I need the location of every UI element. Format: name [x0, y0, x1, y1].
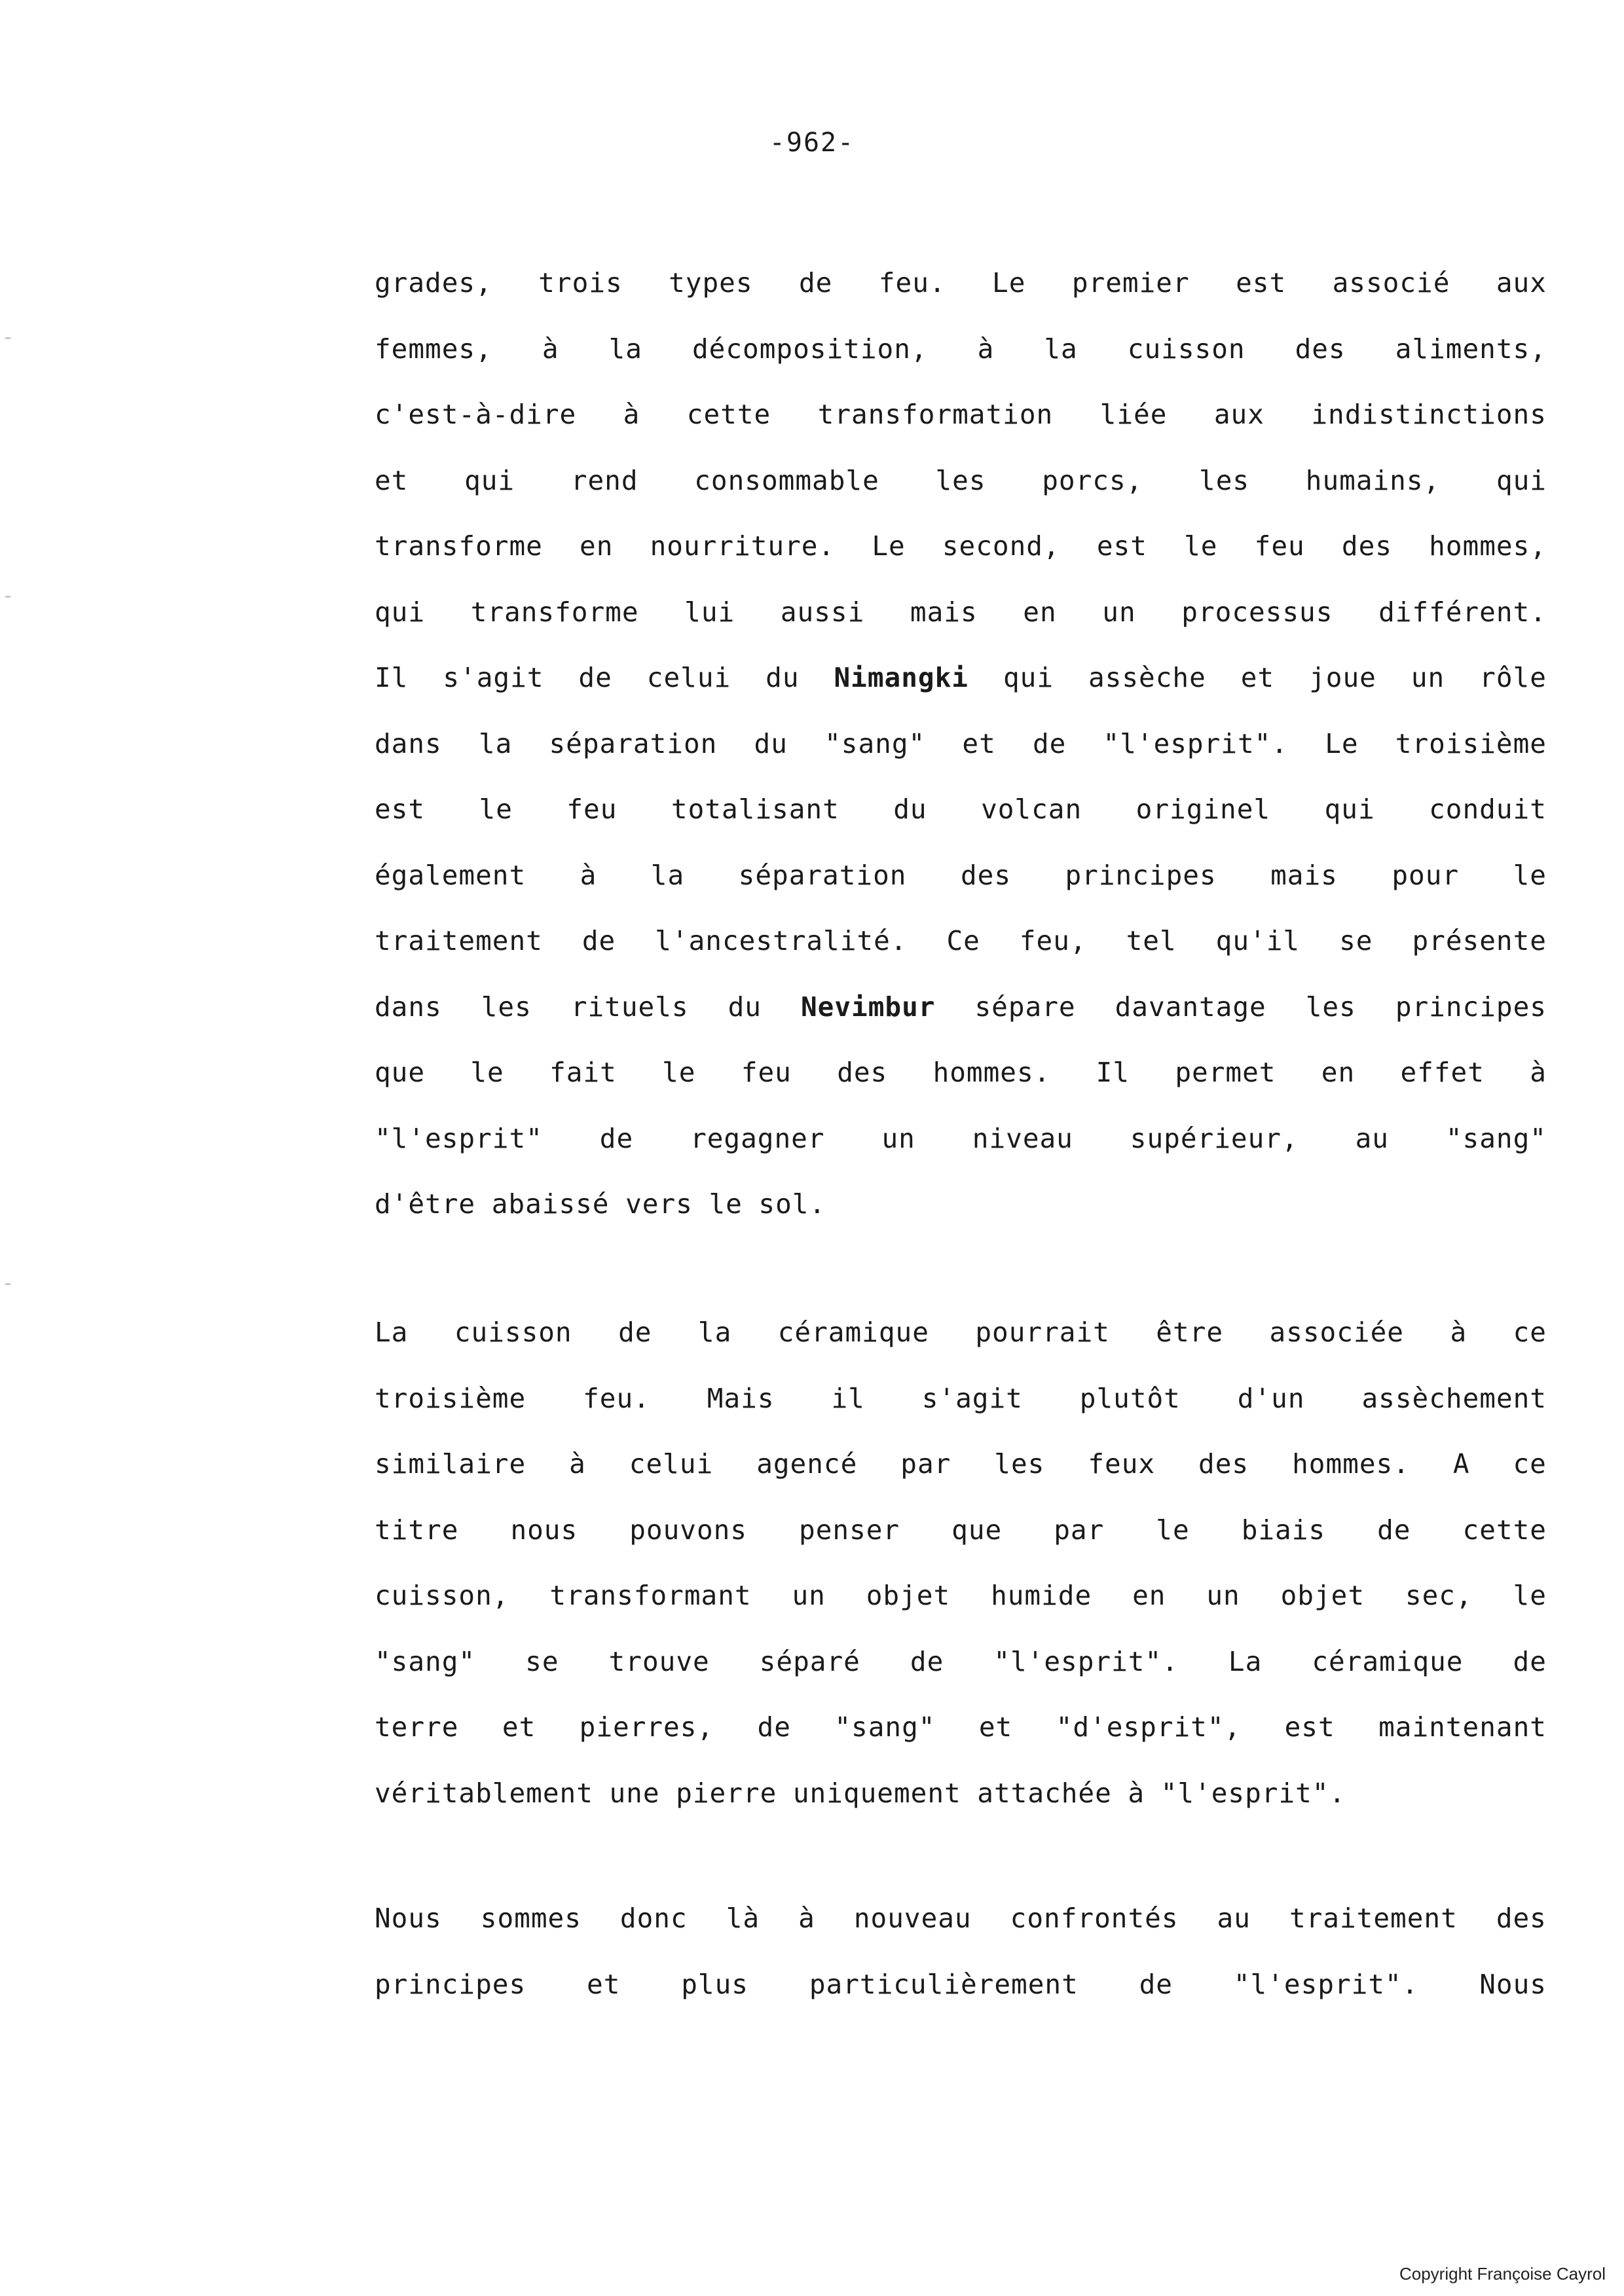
text-line — [375, 1106, 1547, 1172]
text-line — [375, 1952, 1547, 2018]
word: attachée — [977, 1777, 1112, 1809]
word: aliments, — [1395, 333, 1547, 365]
word: rituels — [570, 991, 689, 1023]
word: conduit — [1429, 793, 1547, 825]
word: Ce — [946, 925, 980, 957]
word: "d'esprit", — [1056, 1711, 1242, 1743]
word: biais — [1241, 1514, 1326, 1546]
word: pouvons — [629, 1514, 747, 1546]
word: à — [580, 859, 597, 891]
word: est — [375, 793, 426, 825]
word: le — [1513, 859, 1547, 891]
word: vers — [625, 1188, 693, 1220]
word: feu. — [878, 267, 946, 299]
word: traitement — [375, 925, 543, 957]
word: la — [478, 727, 513, 759]
word: similaire — [375, 1448, 526, 1480]
word: le — [1184, 530, 1218, 562]
word: à — [798, 1903, 815, 1934]
word: les — [1305, 991, 1356, 1023]
word: femmes, — [375, 333, 492, 365]
text-line — [375, 1886, 1547, 1952]
word: Nous — [1479, 1968, 1547, 2000]
word: et — [1240, 662, 1275, 693]
word: assèche — [1088, 662, 1206, 693]
text-line — [375, 448, 1547, 514]
word: d'un — [1237, 1382, 1305, 1414]
word: la — [608, 333, 642, 365]
word: dans — [375, 991, 442, 1023]
word: le — [470, 1057, 504, 1088]
text-line — [375, 1629, 1547, 1695]
word: traitement — [1289, 1903, 1458, 1934]
word: principes — [1395, 991, 1547, 1023]
copyright-notice: Copyright Françoise Cayrol — [1399, 2264, 1606, 2284]
word: à — [1530, 1057, 1547, 1088]
word: objet — [1280, 1580, 1365, 1611]
word: La — [375, 1317, 409, 1348]
word: qu'il — [1215, 925, 1301, 957]
word: trouve — [608, 1645, 710, 1677]
word: uniquement — [792, 1777, 961, 1809]
text-line — [375, 974, 1547, 1040]
word: il — [831, 1382, 865, 1414]
word: regagner — [690, 1122, 825, 1154]
word: le — [1513, 1580, 1547, 1611]
word: pourrait — [975, 1317, 1110, 1348]
word: du — [893, 793, 927, 825]
word: est — [1236, 267, 1287, 299]
text-line — [375, 1694, 1547, 1760]
word: mais — [1270, 859, 1338, 891]
word: à — [1450, 1317, 1467, 1348]
word: objet — [866, 1580, 951, 1611]
word: tel — [1126, 925, 1177, 957]
word: davantage — [1115, 991, 1266, 1023]
word: "l'esprit". — [1103, 727, 1289, 759]
word: et — [962, 727, 996, 759]
word: feu — [741, 1057, 792, 1088]
word: un — [1102, 596, 1136, 628]
word: les — [994, 1448, 1045, 1480]
word: céramique — [777, 1317, 929, 1348]
word: du — [728, 991, 762, 1023]
word: sépare — [974, 991, 1076, 1023]
word: séparation — [549, 727, 718, 759]
word: fait — [549, 1057, 617, 1088]
word: que — [375, 1057, 426, 1088]
text-line — [375, 1040, 1547, 1106]
word: transformation — [817, 399, 1054, 430]
word: le — [709, 1188, 743, 1220]
text-line — [375, 1497, 1547, 1563]
word: aux — [1496, 267, 1547, 299]
word: donc — [619, 1903, 688, 1934]
word: des — [960, 859, 1012, 891]
text-line — [375, 645, 1547, 711]
word: ce — [1513, 1317, 1547, 1348]
word: rôle — [1479, 662, 1547, 693]
word: des — [1295, 333, 1346, 365]
word: le — [662, 1057, 696, 1088]
word: des — [837, 1057, 888, 1088]
text-line — [375, 1563, 1547, 1629]
word: se — [525, 1645, 559, 1677]
word: Le — [1325, 727, 1359, 759]
word: du — [766, 662, 800, 693]
word: particulièrement — [809, 1968, 1079, 2000]
word: de — [618, 1317, 652, 1348]
word: d'être — [375, 1188, 476, 1220]
word: "sang" — [1445, 1122, 1547, 1154]
word: la — [1044, 333, 1078, 365]
text-line — [375, 382, 1547, 448]
word: A — [1452, 1448, 1470, 1480]
word: celui — [646, 662, 731, 693]
word: Nous — [375, 1903, 442, 1934]
word: aussi — [780, 596, 865, 628]
word: du — [754, 727, 788, 759]
word: nourriture. — [650, 530, 836, 562]
word: de — [599, 1122, 634, 1154]
word: un — [881, 1122, 915, 1154]
word: en — [580, 530, 614, 562]
text-line — [375, 579, 1547, 646]
word: cuisson, — [375, 1580, 509, 1611]
word: présente — [1412, 925, 1547, 957]
word: cuisson — [454, 1317, 572, 1348]
scan-edge-mark — [5, 596, 10, 598]
word: maintenant — [1378, 1711, 1547, 1743]
word: pour — [1392, 859, 1460, 891]
word: titre — [375, 1514, 459, 1546]
page-number: -962- — [769, 128, 855, 158]
word: à — [1128, 1777, 1145, 1809]
word: de — [910, 1645, 944, 1677]
word: feu, — [1019, 925, 1087, 957]
word: céramique — [1312, 1645, 1464, 1677]
word: nous — [510, 1514, 578, 1546]
word: différent. — [1378, 596, 1547, 628]
scan-edge-mark — [5, 337, 10, 339]
word: décomposition, — [692, 333, 928, 365]
word: rend — [570, 464, 638, 496]
word: des — [1198, 1448, 1249, 1480]
word: de — [799, 267, 833, 299]
text-line — [375, 711, 1547, 777]
word: cette — [1462, 1514, 1547, 1546]
word: également — [375, 859, 526, 891]
word: de — [1513, 1645, 1547, 1677]
word: confrontés — [1010, 1903, 1179, 1934]
word: Il — [375, 662, 409, 693]
word: La — [1228, 1645, 1263, 1677]
word: mais — [910, 596, 978, 628]
word: de — [578, 662, 612, 693]
word: pierre — [676, 1777, 777, 1809]
word: humains, — [1305, 464, 1441, 496]
word: types — [669, 267, 753, 299]
word: consommable — [694, 464, 879, 496]
word: un — [1411, 662, 1445, 693]
word: Le — [992, 267, 1026, 299]
word: associé — [1332, 267, 1450, 299]
text-line — [375, 316, 1547, 382]
text-line — [375, 1300, 1547, 1366]
word: principes — [1065, 859, 1217, 891]
word: Nevimbur — [800, 991, 936, 1023]
word: joue — [1309, 662, 1376, 693]
word: un — [792, 1580, 826, 1611]
text-line — [375, 908, 1547, 974]
text-line — [375, 1431, 1547, 1497]
word: "sang" — [375, 1645, 476, 1677]
word: des — [1496, 1903, 1547, 1934]
word: et — [375, 464, 409, 496]
word: le — [1156, 1514, 1190, 1546]
word: l'ancestralité. — [655, 925, 908, 957]
word: véritablement — [375, 1777, 593, 1809]
word: hommes. — [1292, 1448, 1410, 1480]
text-line — [375, 1760, 1547, 1827]
word: second, — [942, 530, 1060, 562]
word: sec, — [1405, 1580, 1473, 1611]
word: volcan — [981, 793, 1082, 825]
word: plus — [681, 1968, 748, 2000]
word: la — [697, 1317, 732, 1348]
word: qui — [464, 464, 515, 496]
paragraph-3 — [375, 1886, 1547, 2017]
word: processus — [1181, 596, 1333, 628]
word: qui — [1496, 464, 1547, 496]
word: que — [951, 1514, 1003, 1546]
word: totalisant — [671, 793, 840, 825]
word: et — [502, 1711, 536, 1743]
word: troisième — [375, 1382, 526, 1414]
word: une — [609, 1777, 660, 1809]
word: porcs, — [1042, 464, 1143, 496]
text-line — [375, 776, 1547, 843]
word: s'agit — [921, 1382, 1023, 1414]
word: cette — [686, 399, 771, 430]
word: de — [1377, 1514, 1411, 1546]
word: feu. — [583, 1382, 650, 1414]
word: séparé — [759, 1645, 860, 1677]
word: principes — [375, 1968, 526, 2000]
word: indistinctions — [1311, 399, 1547, 430]
word: "sang" — [824, 727, 926, 759]
word: "l'esprit". — [993, 1645, 1179, 1677]
word: hommes, — [1429, 530, 1547, 562]
word: terre — [375, 1711, 459, 1743]
word: en — [1132, 1580, 1166, 1611]
word: sol. — [758, 1188, 826, 1220]
word: grades, — [375, 267, 492, 299]
word: les — [935, 464, 986, 496]
word: de — [581, 925, 616, 957]
word: dans — [375, 727, 442, 759]
word: de — [1032, 727, 1067, 759]
word: pierres, — [579, 1711, 714, 1743]
word: le — [479, 793, 513, 825]
word: de — [1139, 1968, 1173, 2000]
word: Il — [1096, 1057, 1130, 1088]
word: ce — [1513, 1448, 1547, 1480]
word: supérieur, — [1130, 1122, 1299, 1154]
word: là — [726, 1903, 760, 1934]
word: les — [481, 991, 532, 1023]
word: niveau — [972, 1122, 1073, 1154]
word: être — [1156, 1317, 1224, 1348]
word: "l'esprit". — [1233, 1968, 1419, 2000]
paragraph-1 — [375, 250, 1547, 1237]
word: feu — [566, 793, 618, 825]
word: en — [1321, 1057, 1356, 1088]
word: de — [757, 1711, 791, 1743]
word: "l'esprit" — [375, 1122, 543, 1154]
word: par — [1054, 1514, 1105, 1546]
word: effet — [1400, 1057, 1485, 1088]
word: aux — [1213, 399, 1264, 430]
word: Le — [872, 530, 906, 562]
word: des — [1341, 530, 1392, 562]
word: transforme — [375, 530, 543, 562]
word: à — [542, 333, 559, 365]
word: feu — [1254, 530, 1305, 562]
word: en — [1023, 596, 1057, 628]
word: hommes. — [932, 1057, 1051, 1088]
word: est — [1096, 530, 1147, 562]
word: "l'esprit". — [1160, 1777, 1346, 1809]
word: agencé — [756, 1448, 858, 1480]
word: penser — [799, 1514, 900, 1546]
word: trois — [538, 267, 623, 299]
word: à — [977, 333, 995, 365]
word: "sang" — [834, 1711, 936, 1743]
word: transformant — [549, 1580, 752, 1611]
word: nouveau — [853, 1903, 972, 1934]
scan-edge-mark — [5, 1283, 10, 1285]
word: séparation — [738, 859, 907, 891]
word: au — [1217, 1903, 1251, 1934]
word: cuisson — [1127, 333, 1246, 365]
text-line — [375, 250, 1547, 316]
word: abaissé — [491, 1188, 610, 1220]
text-line — [375, 843, 1547, 909]
word: lui — [684, 596, 735, 628]
word: liée — [1099, 399, 1168, 430]
word: premier — [1071, 267, 1190, 299]
text-line — [375, 1171, 1547, 1237]
word: les — [1199, 464, 1250, 496]
word: Nimangki — [834, 662, 969, 693]
word: la — [650, 859, 685, 891]
word: c'est-à-dire — [375, 399, 577, 430]
word: un — [1206, 1580, 1240, 1611]
word: est — [1284, 1711, 1335, 1743]
word: Mais — [707, 1382, 775, 1414]
word: à — [623, 399, 640, 430]
word: se — [1339, 925, 1373, 957]
word: qui — [1003, 662, 1054, 693]
word: qui — [1324, 793, 1375, 825]
word: et — [978, 1711, 1013, 1743]
text-line — [375, 513, 1547, 579]
word: qui — [375, 596, 426, 628]
word: celui — [629, 1448, 714, 1480]
word: troisième — [1395, 727, 1547, 759]
word: au — [1355, 1122, 1389, 1154]
word: sommes — [480, 1903, 581, 1934]
word: associée — [1269, 1317, 1404, 1348]
word: feux — [1088, 1448, 1156, 1480]
word: et — [587, 1968, 621, 2000]
word: plutôt — [1079, 1382, 1181, 1414]
word: assèchement — [1361, 1382, 1547, 1414]
word: permet — [1175, 1057, 1276, 1088]
word: originel — [1135, 793, 1271, 825]
word: humide — [991, 1580, 1092, 1611]
paragraph-2 — [375, 1300, 1547, 1826]
word: par — [900, 1448, 951, 1480]
word: s'agit — [443, 662, 544, 693]
word: transforme — [470, 596, 639, 628]
word: à — [569, 1448, 586, 1480]
text-line — [375, 1366, 1547, 1432]
